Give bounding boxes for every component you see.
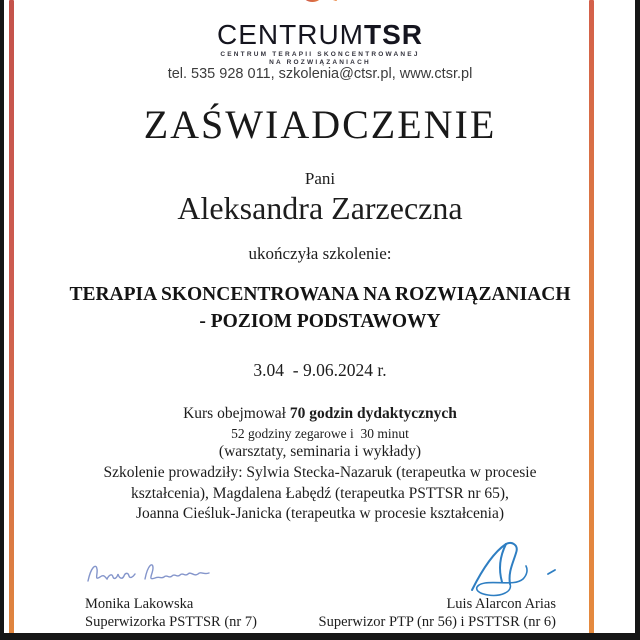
left-accent-rule [9,0,14,640]
crop-band-right [635,0,640,640]
completed-label: ukończyła szkolenie: [248,244,392,263]
salutation: Pani [304,169,336,188]
signer-left-role: Superwizorka PSTTSR (nr 7) [85,613,257,630]
centrum-tsr-logo-icon [296,0,342,12]
course-title-line1: TERAPIA SKONCENTROWANA NA ROZWIĄZANIACH [69,284,571,305]
crop-band-bottom [0,633,640,640]
trainers-line1: Szkolenie prowadziły: Sylwia Stecka-Nazaruk (terapeutka w procesie [103,464,537,481]
brand-wordmark [0,19,640,51]
trainers-line3: Joanna Cieśluk-Janicka (terapeutka w procesie kształcenia) [136,505,504,522]
handwritten-signature-monika-lakowska [85,554,215,588]
tagline-line2: NA ROZWIĄZANIACH [269,58,371,66]
right-accent-rule [589,0,594,640]
hours-bold: 70 godzin dydaktycznych [289,405,457,422]
signer-left [85,596,257,631]
brand-regular: CENTRUM [217,19,364,50]
hours-note: (warsztaty, seminaria i wykłady) [218,443,422,460]
course-dates: 3.04 - 9.06.2024 r. [253,360,387,380]
hours-detail: 52 godziny zegarowe i 30 minut [231,426,409,441]
tagline-line1: CENTRUM TERAPII SKONCENTROWANEJ [220,51,420,58]
signer-right [319,596,557,631]
contact-line: tel. 535 928 011, szkolenia@ctsr.pl, www.ctsr.pl [167,66,473,82]
hours-prefix: Kurs obejmował [183,405,290,422]
trainers-paragraph [0,463,640,525]
signer-right-name: Luis Alarcon Arias [446,596,556,612]
brand-tagline [0,51,640,66]
course-title [0,281,640,335]
course-title-line2: - POZIOM PODSTAWOWY [199,311,441,332]
signer-right-role: Superwizor PTP (nr 56) i PSTTSR (nr 6) [318,613,556,630]
brand-bold: TSR [364,19,423,50]
course-hours [0,405,640,423]
crop-band-left [0,0,4,640]
document-title: ZAŚWIADCZENIE [143,102,497,147]
trainers-line2: kształcenia), Magdalena Łabędź (terapeutka PSTTSR nr 65), [131,484,509,502]
recipient-name: Aleksandra Zarzeczna [177,190,463,226]
signer-left-name: Monika Lakowska [85,596,194,612]
